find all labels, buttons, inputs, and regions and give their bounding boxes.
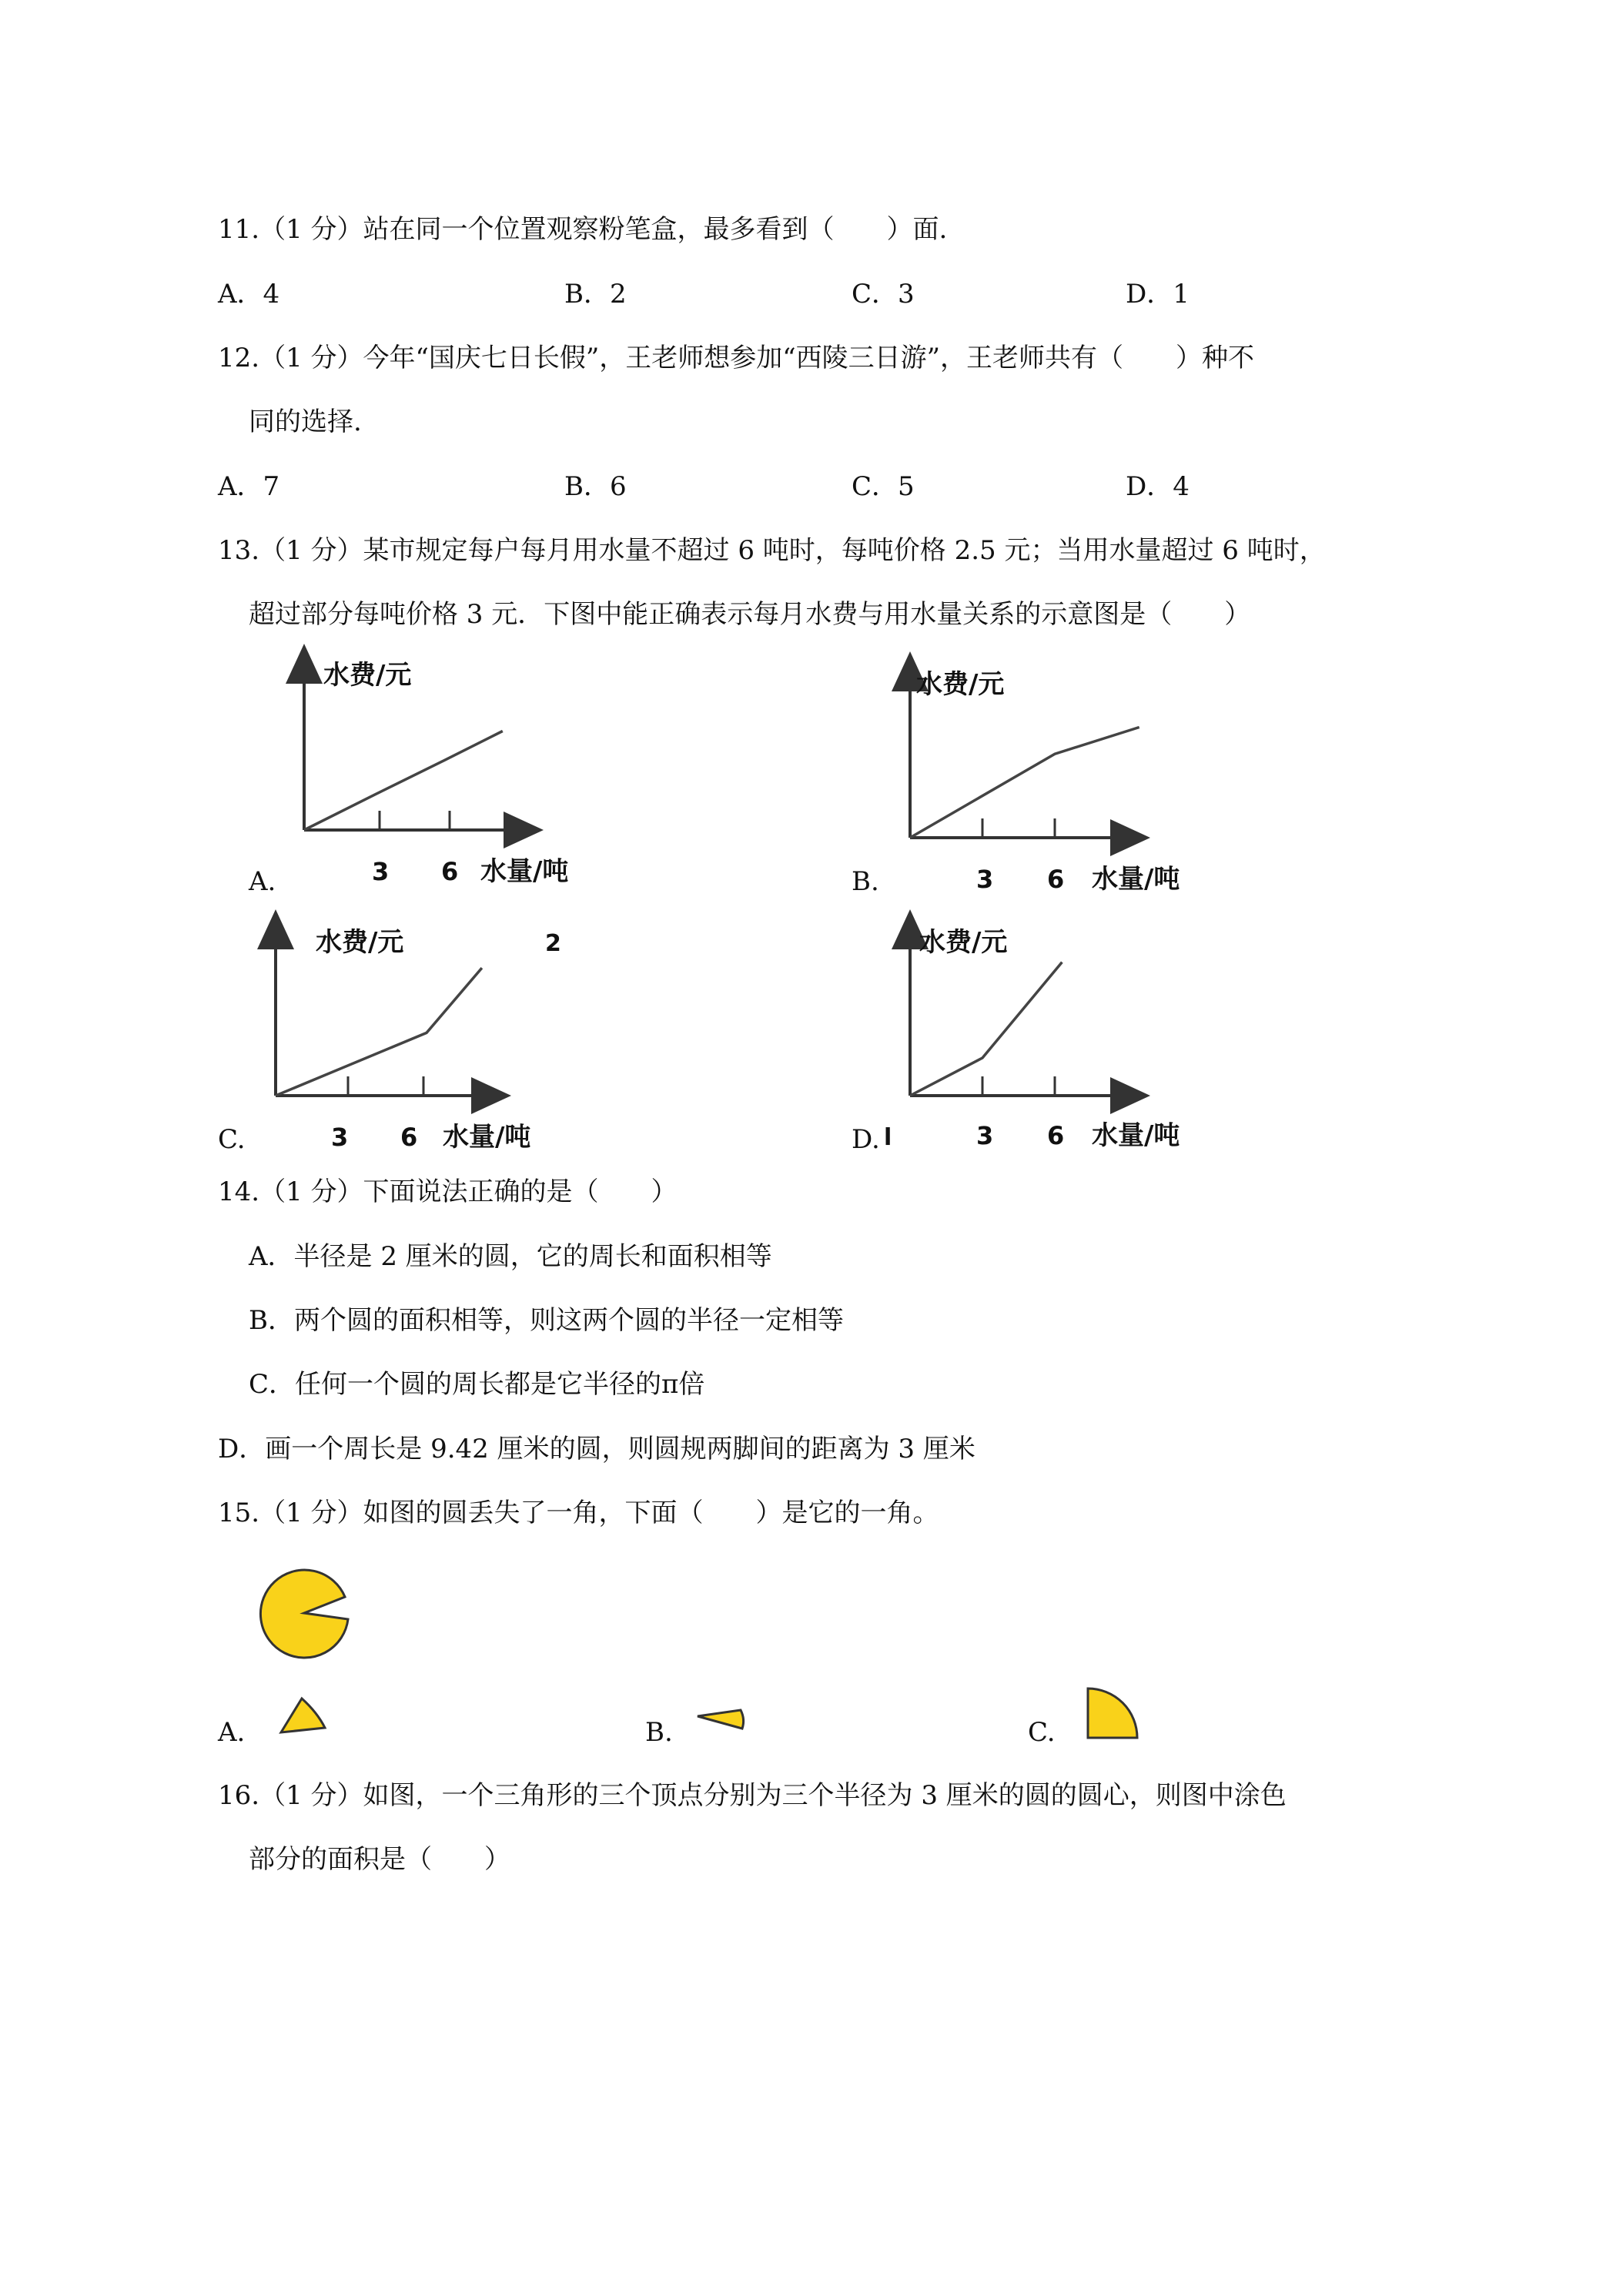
q12-text-line1: 12.（1 分）今年“国庆七日长假”，王老师想参加“西陵三日游”，王老师共有（ ）种不 bbox=[218, 343, 1255, 373]
q15-option-b-letter: B. bbox=[645, 1717, 673, 1748]
q15-option-c-piece bbox=[1082, 1682, 1151, 1744]
graph-c-stray-glyph: 2 bbox=[545, 930, 561, 957]
graph-d-x-label: 水量/吨 bbox=[1092, 1120, 1180, 1151]
q12-option-d: D．4 bbox=[1126, 471, 1190, 502]
q15-option-a-piece bbox=[277, 1694, 339, 1740]
graph-a-tick-6: 6 bbox=[441, 857, 459, 886]
q15-option-a-letter: A. bbox=[218, 1717, 246, 1748]
graph-b-tick-3: 3 bbox=[976, 865, 994, 894]
graph-b-letter: B. bbox=[852, 866, 879, 897]
graph-a-tick-3: 3 bbox=[372, 857, 390, 886]
q12-text-line2: 同的选择. bbox=[249, 407, 362, 437]
graph-c-tick-3: 3 bbox=[331, 1123, 349, 1152]
q12-option-c: C．5 bbox=[852, 471, 915, 502]
q11-option-c: C．3 bbox=[852, 279, 915, 310]
q16-text-line1: 16.（1 分）如图，一个三角形的三个顶点分别为三个半径为 3 厘米的圆的圆心，则图中涂色 bbox=[218, 1780, 1287, 1811]
q11-option-a: A．4 bbox=[218, 279, 280, 310]
graph-c-x-label: 水量/吨 bbox=[443, 1122, 531, 1153]
sector-piece-a bbox=[281, 1699, 325, 1732]
q15-text: 15.（1 分）如图的圆丢失了一角，下面（ ）是它的一角。 bbox=[218, 1498, 939, 1528]
broken-circle-shape bbox=[260, 1570, 348, 1658]
q12-option-a: A．7 bbox=[218, 471, 280, 502]
graph-b-y-label: 水费/元 bbox=[916, 669, 1005, 700]
graph-c-series-line bbox=[276, 968, 482, 1096]
graph-d-tick-3: 3 bbox=[976, 1121, 994, 1150]
q12-option-b: B．6 bbox=[564, 471, 627, 502]
q15-option-c-letter: C. bbox=[1028, 1717, 1056, 1748]
q13-text-line2: 超过部分每吨价格 3 元．下图中能正确表示每月水费与用水量关系的示意图是（ ） bbox=[249, 599, 1251, 630]
graph-b-series-line bbox=[910, 728, 1139, 838]
graph-a bbox=[285, 654, 593, 893]
graph-d-tick-6: 6 bbox=[1047, 1121, 1065, 1150]
graph-d-stray-glyph: l bbox=[884, 1124, 892, 1151]
graph-d bbox=[884, 920, 1216, 1159]
graph-c-letter: C. bbox=[218, 1124, 246, 1155]
graph-b-x-label: 水量/吨 bbox=[1092, 864, 1180, 895]
graph-d-y-label: 水费/元 bbox=[919, 927, 1008, 958]
q11-option-d: D．1 bbox=[1126, 279, 1190, 310]
graph-c-y-label: 水费/元 bbox=[316, 927, 404, 958]
graph-a-letter: A. bbox=[249, 866, 276, 897]
graph-c-tick-6: 6 bbox=[400, 1123, 418, 1152]
graph-b-tick-6: 6 bbox=[1047, 865, 1065, 894]
q14-option-d: D．画一个周长是 9.42 厘米的圆，则圆规两脚间的距离为 3 厘米 bbox=[218, 1434, 975, 1464]
sector-piece-c bbox=[1088, 1689, 1137, 1738]
broken-circle-figure bbox=[254, 1563, 354, 1663]
graph-a-series-line bbox=[304, 731, 503, 831]
q13-text-line1: 13.（1 分）某市规定每户每月用水量不超过 6 吨时，每吨价格 2.5 元；当用水量超过 6 吨时， bbox=[218, 535, 1326, 566]
sector-piece-b bbox=[698, 1710, 744, 1729]
graph-b bbox=[893, 662, 1216, 901]
q14-option-c: C．任何一个圆的周长都是它半径的π倍 bbox=[249, 1369, 705, 1400]
q16-text-line2: 部分的面积是（ ） bbox=[249, 1844, 510, 1875]
q14-text: 14.（1 分）下面说法正确的是（ ） bbox=[218, 1176, 678, 1207]
q11-option-b: B．2 bbox=[564, 279, 627, 310]
graph-d-letter: D. bbox=[852, 1124, 880, 1155]
q11-text: 11.（1 分）站在同一个位置观察粉笔盒，最多看到（ ）面. bbox=[218, 214, 948, 245]
graph-a-y-label: 水费/元 bbox=[323, 660, 412, 691]
graph-d-series-line bbox=[910, 962, 1062, 1096]
graph-c bbox=[254, 920, 577, 1159]
q14-option-a: A．半径是 2 厘米的圆，它的周长和面积相等 bbox=[249, 1241, 772, 1272]
graph-a-x-label: 水量/吨 bbox=[480, 856, 569, 887]
q14-option-b: B．两个圆的面积相等，则这两个圆的半径一定相等 bbox=[249, 1305, 844, 1336]
q15-option-b-piece bbox=[693, 1705, 755, 1740]
